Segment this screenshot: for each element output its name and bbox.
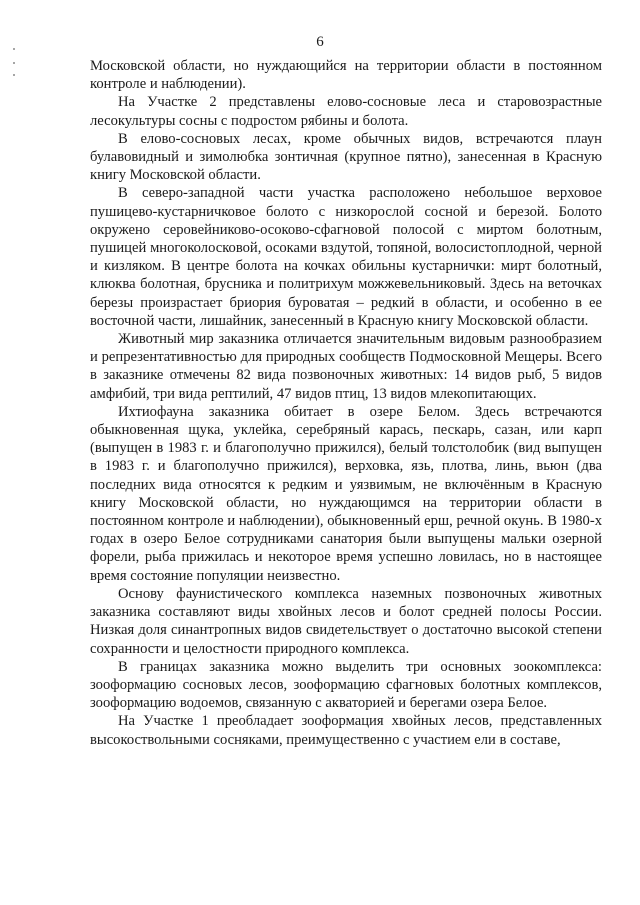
paragraph: На Участке 2 представлены елово-сосновые леса и старовозрастные лесокультуры сосны с подростом рябины и болота. (90, 94, 602, 129)
page-number: 6 (316, 34, 324, 50)
paragraph: В северо-западной части участка расположено небольшое верховое пушицево-кустарничковое болото с низкорослой сосной и березой. Болото окружено серовейниково-осоково-сфагновой полосой с миртом болотным, пушицей многоколосковой, осоками вздутой, топяной, волосистоплодной, черной и кизляком. В центре болота на кочках обильны кустарнички: мирт болотный, клюква болотная, брусника и политрихум можжевельниковый. Здесь на веточках березы произрастает бриория буроватая – редкий в области, и особенно в ее восточной части, лишайник, занесенный в Красную книгу Московской области. (90, 185, 602, 329)
body-text (90, 57, 602, 749)
paragraph: В елово-сосновых лесах, кроме обычных видов, встречаются плаун булавовидный и зимолюбка зонтичная (крупное пятно), занесенная в Красную книгу Московской области. (90, 130, 602, 184)
paragraph: На Участке 1 преобладает зооформация хвойных лесов, представленных высокоствольными сосняками, преимущественно с участием ели в составе, (90, 713, 602, 748)
paragraph: Животный мир заказника отличается значительным видовым разнообразием и репрезентативностью для природных сообществ Подмосковной Мещеры. Всего в заказнике отмечены 82 вида позвоночных животных: 14 видов рыб, 5 видов амфибий, три вида рептилий, 47 видов птиц, 13 видов млекопитающих. (90, 331, 602, 402)
scan-specks (13, 48, 17, 88)
paragraph: Ихтиофауна заказника обитает в озере Белом. Здесь встречаются обыкновенная щука, уклейка, серебряный карась, пескарь, сазан, или карп (выпущен в 1983 г. и благополучно прижился), белый толстолобик (вид выпущен в 1983 г. и благополучно прижился), верховка, язь, плотва, линь, вьюн (два последних вида относятся к редким и уязвимым, не включённым в Красную книгу Московской области, но нуждающимся на территории области в постоянном контроле и наблюдении), обыкновенный ерш, речной окунь. В 1980-х годах в озеро Белое сотрудниками санатория были выпущены мальки озерной форели, рыба прижилась и некоторое время успешно ловилась, но в настоящее время состояние популяции неизвестно. (90, 403, 602, 584)
paragraph: В границах заказника можно выделить три основных зоокомплекса: зооформацию сосновых лесов, зооформацию сфагновых болотных комплексов, зооформацию водоемов, связанную с акваторией и берегами озера Белое. (90, 658, 602, 712)
paragraph: Московской области, но нуждающийся на территории области в постоянном контроле и наблюдении). (90, 58, 602, 93)
paragraph: Основу фаунистического комплекса наземных позвоночных животных заказника составляют виды хвойных лесов и болот средней полосы России. Низкая доля синантропных видов свидетельствует о достаточно высокой степени сохранности и целостности природного комплекса. (90, 585, 602, 657)
